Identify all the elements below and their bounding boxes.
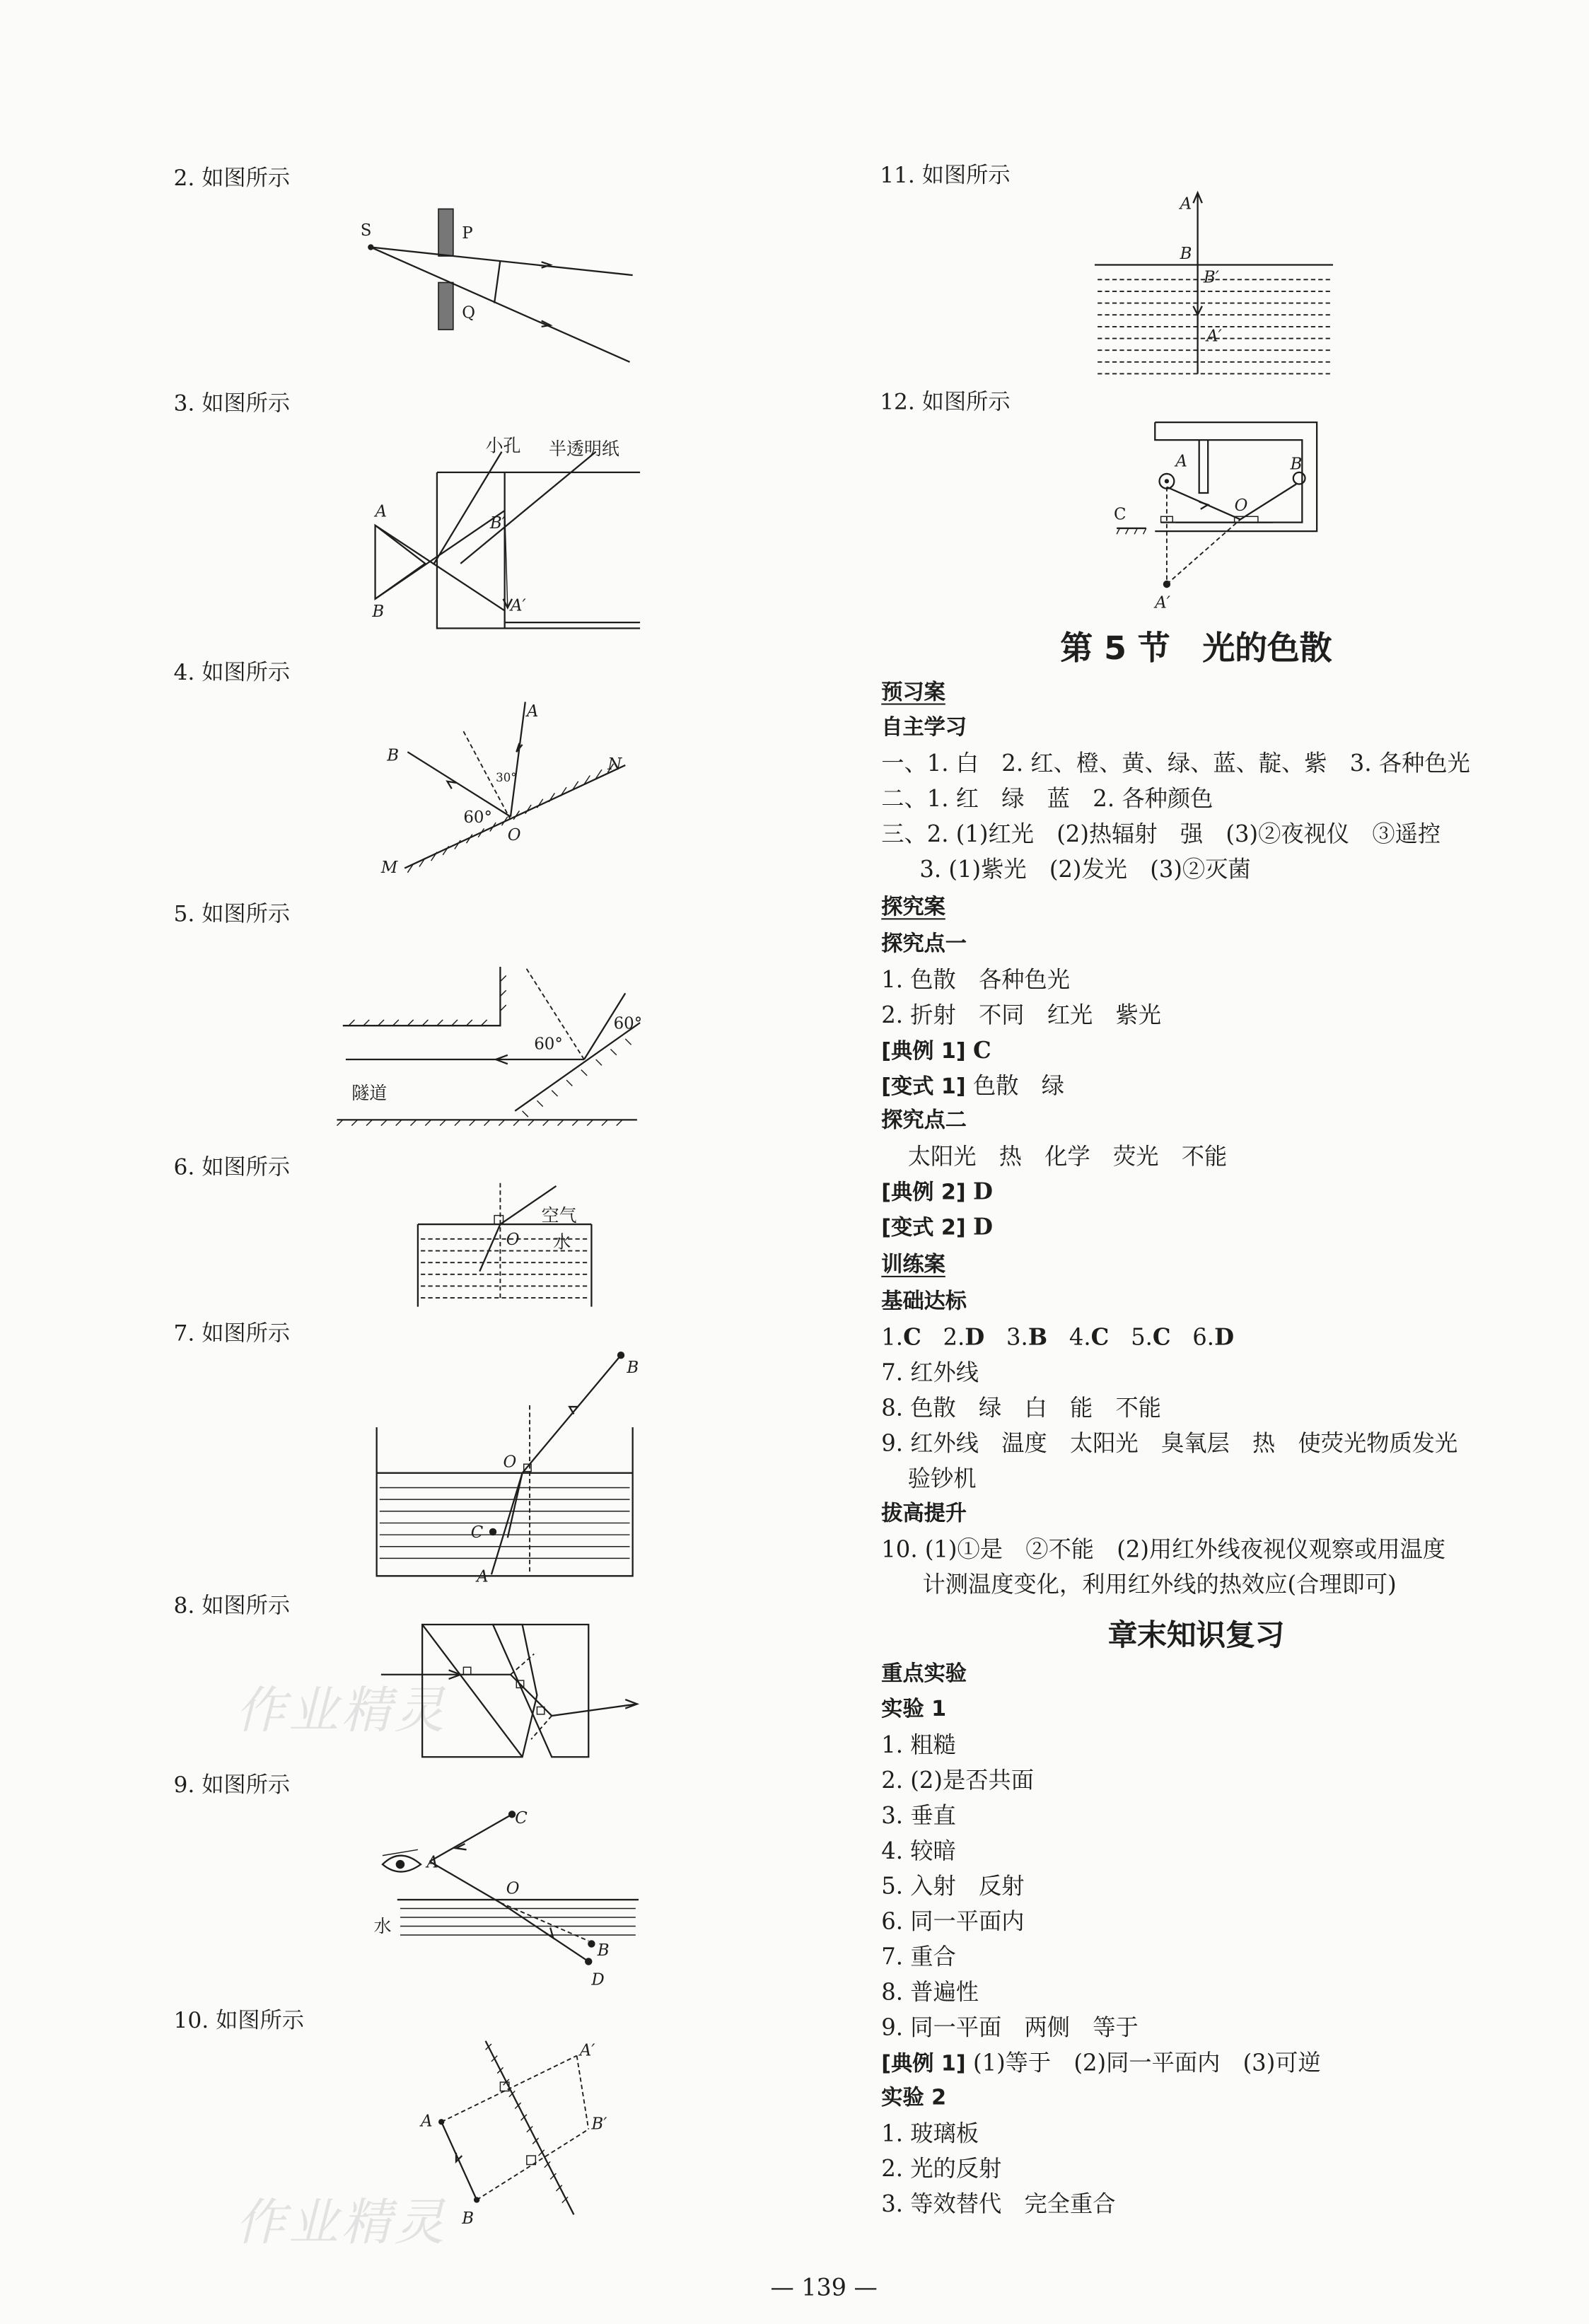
example-line (881, 2048, 1321, 2079)
heading-advanced: 拔高提升 (881, 1502, 967, 1526)
figure-7 (368, 1347, 647, 1586)
watermark: 作业精灵 (235, 1682, 448, 1741)
svg-text:A: A (421, 2112, 433, 2131)
figure-4 (376, 699, 641, 883)
heading-preview: 预习案 (881, 681, 945, 705)
svg-text:A: A (375, 502, 388, 521)
question-label: 10. 如图所示 (173, 2006, 304, 2034)
svg-text:Q: Q (462, 303, 476, 323)
question-label: 12. 如图所示 (880, 388, 1011, 415)
svg-text:A′: A′ (1155, 593, 1170, 612)
svg-text:O: O (1234, 496, 1248, 515)
svg-text:B: B (1180, 245, 1192, 264)
example-answer: D (972, 1177, 993, 1206)
svg-text:B: B (597, 1941, 610, 1960)
heading-explore: 探究案 (881, 896, 945, 920)
question-label: 8. 如图所示 (173, 1592, 291, 1619)
question-label: 11. 如图所示 (880, 161, 1011, 189)
svg-text:水: 水 (373, 1915, 392, 1936)
answer-line: 二、1. 红 绿 蓝 2. 各种颜色 (881, 786, 1213, 813)
answer-line: 计测温度变化，利用红外线的热效应(合理即可) (922, 1571, 1397, 1598)
svg-text:水: 水 (553, 1231, 571, 1253)
figure-10 (412, 2038, 648, 2229)
answer-line: 5. 入射 反射 (881, 1873, 1025, 1900)
svg-text:A′: A′ (1206, 327, 1222, 346)
answer-line: 8. 普遍性 (881, 1979, 979, 2006)
variant-answer: 色散 绿 (972, 1072, 1065, 1100)
answer-line: 9. 红外线 温度 太阳光 臭氧层 热 使荧光物质发光 (881, 1430, 1458, 1457)
figure-5 (331, 964, 647, 1133)
heading-training: 训练案 (881, 1253, 945, 1277)
question-label: 5. 如图所示 (173, 900, 291, 927)
variant-answer: D (972, 1212, 993, 1241)
svg-text:B: B (372, 602, 385, 621)
answer-line: 2. 光的反射 (881, 2156, 1002, 2183)
svg-text:B: B (387, 746, 400, 765)
svg-text:B: B (627, 1359, 639, 1378)
answer-line: 3. 垂直 (881, 1802, 956, 1830)
example-line (881, 1036, 991, 1067)
heading-point1: 探究点一 (881, 933, 967, 957)
figure-9 (368, 1803, 647, 1994)
svg-text:O: O (503, 1453, 517, 1472)
answer-line: 3. (1)紫光 (2)发光 (3)②灭菌 (919, 856, 1251, 883)
review-title: 章末知识复习 (1107, 1617, 1285, 1653)
svg-text:A: A (1175, 452, 1187, 471)
variant-line (881, 1212, 993, 1243)
figure-8 (376, 1622, 648, 1762)
page-number: — 139 — (770, 2273, 878, 2302)
watermark: 作业精灵 (235, 2194, 448, 2253)
svg-text:60°: 60° (613, 1014, 643, 1033)
svg-text:A: A (477, 1567, 489, 1586)
svg-text:C: C (515, 1808, 528, 1828)
question-label: 6. 如图所示 (173, 1154, 291, 1180)
svg-text:B′: B′ (1203, 268, 1219, 287)
question-label: 7. 如图所示 (173, 1320, 291, 1347)
variant-tag: [变式 1] (881, 1075, 966, 1100)
example-answer: C (972, 1035, 991, 1064)
example-tag: [典例 1] (881, 2052, 966, 2076)
example-tag: [典例 1] (881, 1040, 966, 1064)
answer-line: 1. 玻璃板 (881, 2120, 979, 2147)
svg-text:C: C (1114, 505, 1127, 524)
answer-line: 4. 较暗 (881, 1837, 956, 1865)
answer-line: 7. 重合 (881, 1944, 956, 1970)
answer-line: 6. 同一平面内 (881, 1908, 1025, 1935)
heading-self-study: 自主学习 (881, 716, 967, 740)
answer-line: 3. 等效替代 完全重合 (881, 2191, 1116, 2218)
svg-text:N: N (607, 755, 622, 774)
svg-text:60°: 60° (534, 1035, 563, 1054)
answer-line: 7. 红外线 (881, 1359, 979, 1386)
figure-6 (412, 1180, 596, 1313)
figure-11 (1089, 188, 1339, 379)
svg-text:A: A (526, 702, 539, 721)
answer-line: 三、2. (1)红光 (2)热辐射 强 (3)②夜视仪 ③遥控 (881, 820, 1441, 848)
svg-text:A: A (426, 1853, 438, 1872)
svg-text:B′: B′ (489, 513, 506, 533)
svg-text:半透明纸: 半透明纸 (549, 438, 619, 459)
svg-text:O: O (506, 1231, 520, 1250)
heading-exp1: 实验 1 (881, 1698, 947, 1722)
heading-basic: 基础达标 (881, 1290, 967, 1314)
svg-text:O: O (507, 826, 521, 845)
svg-text:A′: A′ (510, 596, 526, 615)
question-label: 2. 如图所示 (173, 165, 291, 192)
example-answer: (1)等于 (2)同一平面内 (3)可逆 (972, 2050, 1321, 2076)
heading-point2: 探究点二 (881, 1109, 967, 1134)
figure-12 (1111, 419, 1325, 618)
choice-answers: 1.C 2.D 3.B 4.C 5.C 6.D (881, 1323, 1235, 1351)
svg-text:小孔: 小孔 (485, 435, 521, 456)
figure-2 (353, 206, 647, 375)
svg-text:A′: A′ (579, 2041, 595, 2060)
variant-tag: [变式 2] (881, 1216, 966, 1241)
answer-line: 9. 同一平面 两侧 等于 (881, 2014, 1139, 2041)
svg-text:B: B (462, 2209, 475, 2228)
svg-text:隧道: 隧道 (351, 1083, 388, 1104)
answer-line: 2. (2)是否共面 (881, 1767, 1034, 1794)
svg-text:A: A (1180, 194, 1192, 214)
question-label: 9. 如图所示 (173, 1772, 291, 1799)
variant-line (881, 1071, 1064, 1103)
example-tag: [典例 2] (881, 1181, 966, 1206)
svg-text:C: C (470, 1523, 484, 1542)
svg-text:M: M (380, 858, 398, 877)
answer-line: 2. 折射 不同 红光 紫光 (881, 1001, 1162, 1029)
svg-text:60°: 60° (463, 808, 492, 827)
heading-key-exp: 重点实验 (881, 1663, 967, 1687)
answer-line: 一、1. 白 2. 红、橙、黄、绿、蓝、靛、紫 3. 各种色光 (881, 750, 1470, 777)
svg-text:D: D (591, 1970, 605, 1989)
answer-line: 1. 粗糙 (881, 1731, 956, 1759)
svg-text:30°: 30° (496, 770, 517, 784)
answer-line: 8. 色散 绿 白 能 不能 (881, 1395, 1162, 1422)
section-title: 第 5 节 光的色散 (1060, 631, 1332, 668)
svg-text:B: B (1290, 455, 1303, 474)
svg-text:P: P (462, 224, 473, 243)
heading-exp2: 实验 2 (881, 2086, 947, 2110)
svg-text:S: S (360, 221, 372, 240)
svg-text:O: O (506, 1879, 520, 1898)
svg-text:空气: 空气 (541, 1204, 577, 1226)
figure-3 (361, 434, 655, 640)
example-line (881, 1177, 993, 1208)
answer-line: 10. (1)①是 ②不能 (2)用红外线夜视仪观察或用温度 (881, 1536, 1446, 1563)
svg-text:B′: B′ (591, 2115, 607, 2134)
answer-line: 验钞机 (907, 1465, 977, 1492)
question-label: 4. 如图所示 (173, 659, 291, 686)
answer-line: 1. 色散 各种色光 (881, 966, 1071, 994)
answer-line: 太阳光 热 化学 荧光 不能 (907, 1143, 1228, 1170)
question-label: 3. 如图所示 (173, 390, 291, 417)
